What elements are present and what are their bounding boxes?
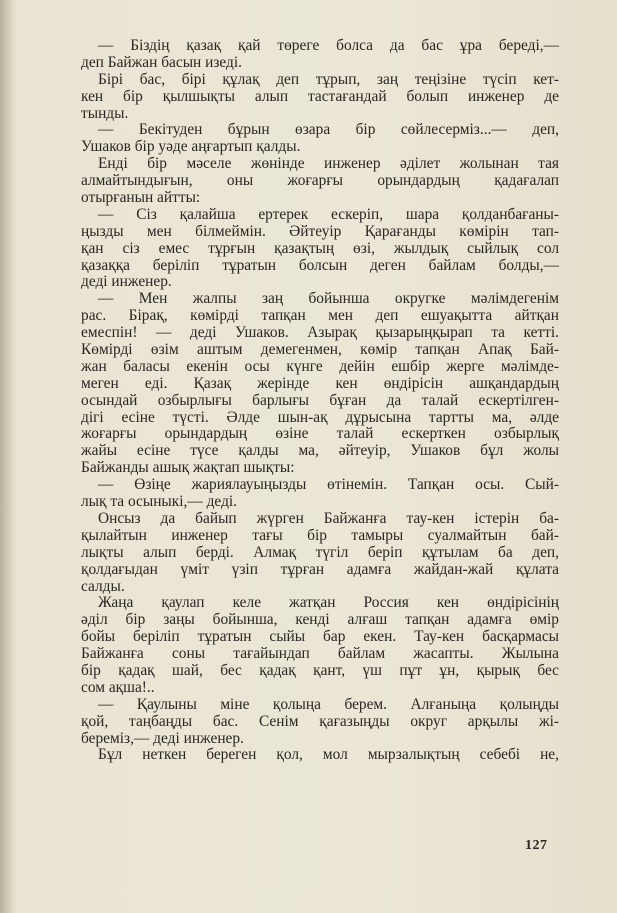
text-line: деді инженер. bbox=[81, 273, 172, 291]
text-line: қой, таңбаңды бас. Сенім қағазыңды округ арқылы жі- bbox=[81, 712, 559, 730]
body-text bbox=[81, 38, 559, 764]
text-line: қолдағыдан үміт үзіп тұрған адамға жайдан-жай құлата bbox=[81, 560, 559, 578]
text-line: қылайтын инженер тағы бір тамыры суалмайтын бай- bbox=[81, 526, 559, 544]
text-line: отырғанын айтты: bbox=[81, 189, 201, 207]
text-line: Онсыз да байып жүрген Байжанға тау-кен істерін ба- bbox=[98, 509, 559, 527]
text-line: Көмірді өзім аштым демегенмен, көмір тапқан Апақ Бай- bbox=[81, 341, 559, 359]
text-line: меген еді. Қазақ жерінде кен өндірісін ашқандардың bbox=[81, 374, 559, 392]
text-line: — Мен жалпы заң бойынша округке мәлімдегенім bbox=[98, 290, 559, 308]
text-line: әділ бір заңы бойынша, кенді алғаш тапқан адамға өмір bbox=[81, 611, 559, 629]
spine-shadow bbox=[0, 0, 14, 913]
text-line: ңызды мен білмеймін. Әйтеуір Қарағанды көмірін тап- bbox=[81, 222, 559, 240]
text-line: Байжанға соны тағайындап байлам жасапты. Жылына bbox=[81, 645, 559, 663]
text-line: лықты алып берді. Алмақ түгіл беріп құтылам ба деп, bbox=[81, 543, 559, 561]
text-line: — Бекітуден бұрын өзара бір сөйлесерміз...— деп, bbox=[98, 121, 559, 139]
text-line: салды. bbox=[81, 577, 125, 595]
text-line: — Қаулыны міне қолыңа берем. Алғаныңа қолыңды bbox=[98, 695, 559, 713]
text-line: кен бір қылшықты алып тастағандай болып инженер де bbox=[81, 87, 559, 105]
text-line: осындай озбырлығы барлығы бұған да талай ескертілген- bbox=[81, 391, 559, 409]
text-line: Жаңа қаулап келе жатқан Россия кен өндірісінің bbox=[98, 594, 559, 612]
text-line: жоғарғы орындардың өзіне талай ескерткен озбырлық bbox=[81, 425, 559, 443]
text-line: жайы есіне түсе қалды ма, әйтеуір, Ушаков бұл жолы bbox=[81, 442, 559, 460]
text-line: қазаққа беріліп тұратын болсын деген байлам болды,— bbox=[81, 256, 559, 274]
text-line: сом ақша!.. bbox=[81, 678, 155, 696]
text-line: қан сіз емес тұрғын қазақтың өзі, жылдық сыйлық сол bbox=[81, 239, 559, 257]
text-line: — Біздің қазақ қай төреге болса да бас ұра береді,— bbox=[98, 37, 559, 54]
text-line: алмайтындығын, оны жоғарғы орындардың қадағалап bbox=[81, 172, 559, 190]
text-line: тынды. bbox=[81, 104, 129, 122]
text-line: бір қадақ шай, бес қадақ қант, үш пұт ұн, қырық бес bbox=[81, 661, 559, 679]
text-line: деп Байжан басын изеді. bbox=[81, 53, 243, 71]
text-line: — Өзіңе жариялауыңызды өтінемін. Тапқан осы. Сый- bbox=[98, 476, 559, 494]
text-line: Бұл неткен береген қол, мол мырзалықтың себебі не, bbox=[98, 746, 559, 764]
text-line: лық та осыныкі,— деді. bbox=[81, 493, 238, 511]
text-line: жан баласы екенін осы күнге дейін ешбір жерге мәлімде- bbox=[81, 357, 559, 375]
text-line: береміз,— деді инженер. bbox=[81, 729, 244, 747]
text-line: дігі есіне түсті. Әлде шын-ақ дұрысына тартты ма, әлде bbox=[81, 408, 559, 426]
text-line: Енді бір мәселе жөнінде инженер әділет жолынан тая bbox=[98, 155, 559, 173]
text-line: бойы беріліп тұратын сыйы бар екен. Тау-кен басқармасы bbox=[81, 628, 559, 646]
text-line: Бірі бас, бірі құлақ деп тұрып, заң теңізіне түсіп кет- bbox=[98, 70, 559, 88]
text-line: емеспін! — деді Ушаков. Азырақ қызарыңқырап та кетті. bbox=[81, 324, 559, 342]
text-line: рас. Бірақ, көмірді тапқан мен деп ешуақытта айтқан bbox=[81, 307, 559, 325]
text-line: Ушаков бір уәде аңғартып қалды. bbox=[81, 138, 301, 156]
text-line: Байжанды ашық жақтап шықты: bbox=[81, 459, 295, 477]
page-number: 127 bbox=[525, 838, 548, 853]
text-line: — Сіз қалайша ертерек ескеріп, шара қолданбағаны- bbox=[98, 205, 559, 223]
